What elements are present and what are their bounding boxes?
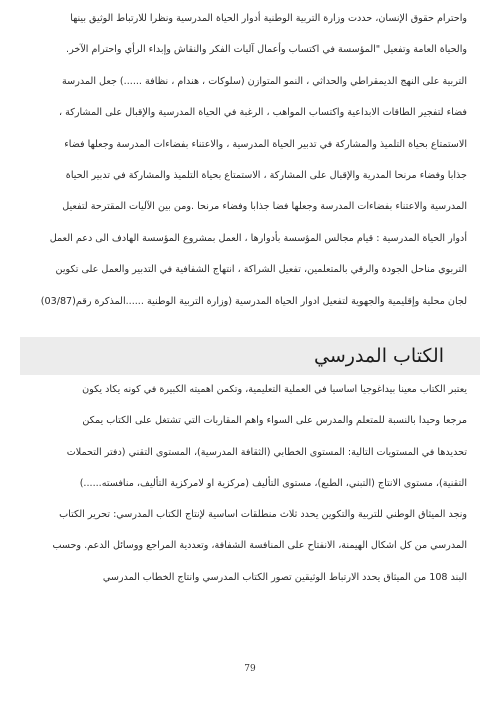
intro-paragraph: [36, 3, 467, 317]
textbook-paragraph: [36, 374, 467, 500]
paragraph-line: المدرسية والاعتناء بفضاءات المدرسة وجعلها فضا جذابا وفضاء مرنحا .ومن بين الآليات المقترحة لتفعيل: [62, 201, 467, 213]
paragraph-line: مرجعا وحيدا بالنسبة للمتعلم والمدرس على السواء واهم المقاربات التي تشتغل على الكتاب يمكن: [82, 415, 467, 427]
paragraph-line: والحياة العامة وتفعيل "المؤسسة في اكتساب وأعمال آليات الفكر والنقاش وإبداء الرأي واحترام الآخر.: [66, 44, 467, 56]
paragraph-line: التربية على النهج الديمقراطي والحداثي ، النمو المتوازن (سلوكات ، هندام ، نظافة ......) جعل المدرسة: [62, 75, 467, 87]
paragraph-line: المدرسي من كل اشكال الهيمنة، الانفتاح على المنافسة الشفافة، وتعددية المراجع ووسائل الدعم. وحسب: [52, 540, 467, 552]
paragraph-line: التربوي مناحل الجودة والرقي بالمتعلمين، تفعيل الشراكة ، انتهاج الشفافية في التدبير والعمل على تكوين: [55, 264, 467, 276]
paragraph-line: لجان محلية وإقليمية والجهوية لتفعيل ادوار الحياة المدرسية (وزارة التربية الوطنية ......المذكرة رقم(03/87): [40, 295, 467, 307]
charter-paragraph: [36, 499, 467, 593]
paragraph-line: ونجد الميثاق الوطني للتربية والتكوين يحدد ثلاث منطلقات اساسية لإنتاج الكتاب المدرسي: تحرير الكتاب: [59, 509, 467, 520]
paragraph-line: تحديدها في المستويات التالية: المستوى الخطابي (الثقافة المدرسية)، المستوى التقني (دفتر التحملات: [66, 446, 467, 458]
paragraph-line: البند 108 من الميثاق يحدد الارتباط الوثيقين تصور الكتاب المدرسي وانتاج الخطاب المدرسي: [102, 571, 467, 583]
paragraph-line: يعتبر الكتاب معينا بيداغوجيا اساسيا في العملية التعليمية، وتكمن اهميته الكبيرة في كونه يكاد يكون: [82, 384, 467, 395]
paragraph-line: واحترام حقوق الإنسان، حددت وزارة التربية الوطنية أدوار الحياة المدرسية ونظرا للارتباط الوثيق بينها: [70, 13, 467, 24]
paragraph-line: التقنية)، مستوى الانتاج (التبني، الطبع)، مستوى التأليف (مركزية او لامركزية التأليف، منافسته......): [79, 478, 467, 490]
section-heading: الكتاب المدرسي: [314, 345, 444, 367]
paragraph-line: الاستمتاع بحياة التلميذ والمشاركة في تدبير الحياة المدرسية ، والاعتناء بفضاءات المدرسة وجعلها فضاء: [64, 138, 467, 150]
paragraph-line: فضاء لتفجير الطاقات الابداعية واكتساب المواهب ، الرغبة في الحياة المدرسية والإقبال على المشاركة ،: [58, 107, 467, 119]
paragraph-line: أدوار الحياة المدرسية : قيام مجالس المؤسسة بأدوارها ، العمل بمشروع المؤسسة الهادف الى دعم العمل: [49, 232, 467, 244]
section-heading-box: [20, 337, 480, 375]
page-number: 79: [244, 664, 256, 674]
paragraph-line: جذابا وفضاء مرنحا المدرية والإقبال على المشاركة ، الاستمتاع بحياة التلميذ والمشاركة في تدبير الحياة: [65, 170, 467, 182]
